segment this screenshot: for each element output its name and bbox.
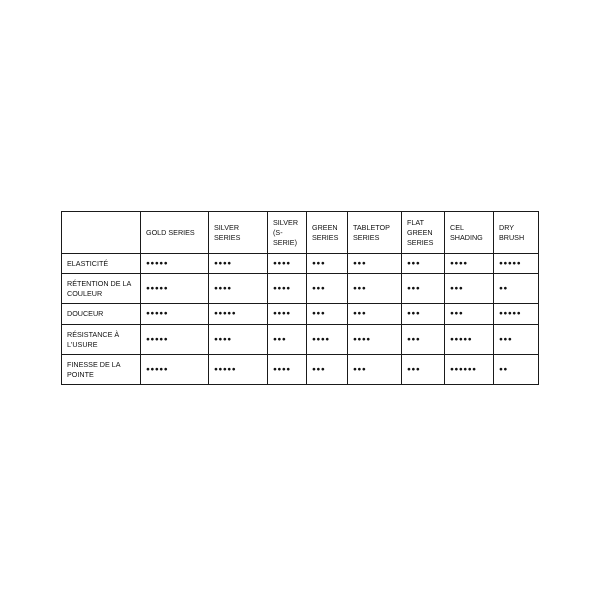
- table-row-retention-couleur: [62, 274, 539, 304]
- rating-dots: ●●●●●: [141, 325, 209, 355]
- rating-dots: ●●●: [402, 355, 445, 385]
- rating-dots: ●●●●: [268, 274, 307, 304]
- row-label: RÉSISTANCE À L'USURE: [62, 325, 141, 355]
- column-header-green-series: GREEN SERIES: [307, 212, 348, 254]
- rating-dots: ●●●●●: [141, 254, 209, 274]
- row-label: DOUCEUR: [62, 304, 141, 325]
- column-header-cel-shading: CEL SHADING: [445, 212, 494, 254]
- rating-dots: ●●: [494, 274, 539, 304]
- rating-dots: ●●●: [307, 254, 348, 274]
- row-label: ELASTICITÉ: [62, 254, 141, 274]
- rating-dots: ●●●: [348, 274, 402, 304]
- rating-dots: ●●●●●: [209, 355, 268, 385]
- column-header-silver-s-serie: SILVER (S-SERIE): [268, 212, 307, 254]
- rating-dots: ●●●: [348, 304, 402, 325]
- rating-dots: ●●●: [307, 274, 348, 304]
- rating-dots: ●●●●: [307, 325, 348, 355]
- rating-dots: ●●●: [307, 304, 348, 325]
- rating-dots: ●●●: [348, 254, 402, 274]
- rating-dots: ●●●: [348, 355, 402, 385]
- rating-dots: ●●●●●: [494, 304, 539, 325]
- rating-dots: ●●●: [445, 274, 494, 304]
- rating-dots: ●●●●: [209, 274, 268, 304]
- rating-dots: ●●●●●: [141, 355, 209, 385]
- rating-dots: ●●●: [402, 325, 445, 355]
- rating-dots: ●●●●●●: [445, 355, 494, 385]
- column-header-flat-green-series: FLAT GREEN SERIES: [402, 212, 445, 254]
- rating-dots: ●●●: [402, 274, 445, 304]
- rating-dots: ●●●●●: [141, 304, 209, 325]
- column-header-tabletop-series: TABLETOP SERIES: [348, 212, 402, 254]
- brush-comparison-table: [61, 211, 539, 385]
- table-row-finesse-pointe: [62, 355, 539, 385]
- row-label: RÉTENTION DE LA COULEUR: [62, 274, 141, 304]
- rating-dots: ●●●: [402, 304, 445, 325]
- rating-dots: ●●●●●: [494, 254, 539, 274]
- rating-dots: ●●●●: [209, 325, 268, 355]
- rating-dots: ●●●: [494, 325, 539, 355]
- rating-dots: ●●●●●: [141, 274, 209, 304]
- rating-dots: ●●●●: [348, 325, 402, 355]
- rating-dots: ●●●: [307, 355, 348, 385]
- rating-dots: ●●●●●: [209, 304, 268, 325]
- column-header-silver-series: SILVER SERIES: [209, 212, 268, 254]
- rating-dots: ●●●: [402, 254, 445, 274]
- rating-dots: ●●●: [445, 304, 494, 325]
- rating-dots: ●●●●: [268, 254, 307, 274]
- rating-dots: ●●●●: [268, 304, 307, 325]
- table-row-douceur: [62, 304, 539, 325]
- table-row-resistance-usure: [62, 325, 539, 355]
- column-header-gold-series: GOLD SERIES: [141, 212, 209, 254]
- row-label: FINESSE DE LA POINTE: [62, 355, 141, 385]
- column-header-dry-brush: DRY BRUSH: [494, 212, 539, 254]
- table-header-row: [62, 212, 539, 254]
- column-header-blank: [62, 212, 141, 254]
- rating-dots: ●●: [494, 355, 539, 385]
- table-row-elasticite: [62, 254, 539, 274]
- rating-dots: ●●●: [268, 325, 307, 355]
- rating-dots: ●●●●: [445, 254, 494, 274]
- rating-dots: ●●●●: [209, 254, 268, 274]
- rating-dots: ●●●●: [268, 355, 307, 385]
- rating-dots: ●●●●●: [445, 325, 494, 355]
